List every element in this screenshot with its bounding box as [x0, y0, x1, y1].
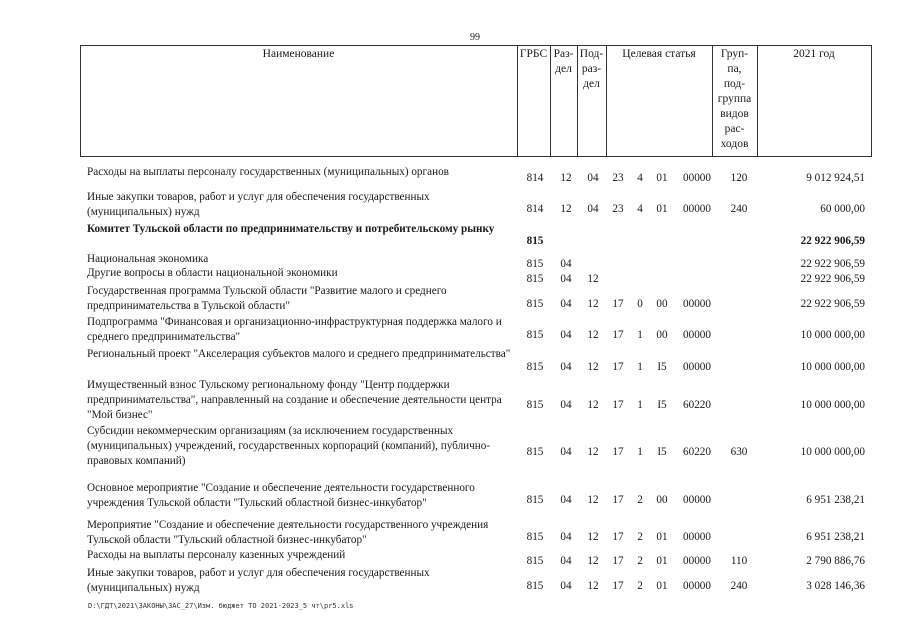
cell-grbs: 815	[526, 329, 544, 341]
cell-grbs: 815	[526, 235, 544, 247]
cell-c3: I5	[657, 399, 667, 411]
cell-razdel: 04	[560, 329, 572, 341]
header-razdel: Раз- дел	[553, 48, 574, 75]
cell-vid: 630	[730, 446, 748, 458]
row-name: Мероприятие "Создание и обеспечение деятельности государственного учреждения Тульской области "Тульский областной бизнес-инкубатор"	[87, 519, 489, 546]
cell-c4: 00000	[683, 494, 711, 506]
cell-pod: 12	[587, 494, 599, 506]
cell-c1: 17	[612, 399, 624, 411]
cell-grbs: 815	[526, 494, 544, 506]
cell-c1: 23	[612, 203, 624, 215]
row-name: Расходы на выплаты персоналу государственных (муниципальных) органов	[87, 166, 449, 178]
cell-razdel: 04	[560, 298, 572, 310]
cell-c4: 60220	[683, 446, 711, 458]
cell-c3: 00	[656, 494, 668, 506]
cell-amount: 3 028 146,36	[806, 580, 865, 592]
cell-grbs: 815	[526, 399, 544, 411]
cell-c3: 01	[656, 531, 668, 543]
cell-grbs: 815	[526, 531, 544, 543]
cell-pod: 12	[587, 531, 599, 543]
cell-c4: 00000	[683, 203, 711, 215]
cell-c2: 1	[637, 446, 643, 458]
cell-c3: 01	[656, 555, 668, 567]
header-year: 2021 год	[793, 48, 835, 60]
cell-c2: 4	[637, 172, 643, 184]
cell-c3: 00	[656, 329, 668, 341]
cell-amount: 22 922 906,59	[800, 258, 865, 270]
cell-c4: 00000	[683, 172, 711, 184]
cell-pod: 04	[587, 172, 599, 184]
cell-vid: 240	[730, 203, 748, 215]
cell-amount: 60 000,00	[820, 203, 865, 215]
page-number: 99	[470, 32, 480, 43]
row-name: Иные закупки товаров, работ и услуг для обеспечения государственных (муниципальных) нужд	[87, 191, 430, 218]
cell-c2: 1	[637, 361, 643, 373]
row-name: Государственная программа Тульской области "Развитие малого и среднего предпринимательства в Тульской области"	[87, 285, 447, 312]
cell-c2: 0	[637, 298, 643, 310]
cell-c3: 01	[656, 203, 668, 215]
cell-amount: 10 000 000,00	[800, 399, 865, 411]
cell-c2: 1	[637, 329, 643, 341]
cell-c1: 17	[612, 361, 624, 373]
cell-vid: 110	[730, 555, 748, 567]
header-expense-type: Груп- па, под- группа видов рас- ходов	[717, 48, 752, 150]
cell-c3: 01	[656, 172, 668, 184]
cell-c4: 60220	[683, 399, 711, 411]
cell-c3: 01	[656, 580, 668, 592]
cell-razdel: 04	[560, 399, 572, 411]
cell-grbs: 815	[526, 580, 544, 592]
cell-amount: 22 922 906,59	[800, 235, 865, 247]
cell-c1: 17	[612, 494, 624, 506]
cell-c1: 17	[612, 531, 624, 543]
row-name: Иные закупки товаров, работ и услуг для обеспечения государственных (муниципальных) нужд	[87, 567, 430, 594]
cell-c2: 4	[637, 203, 643, 215]
cell-grbs: 815	[526, 555, 544, 567]
cell-pod: 12	[587, 298, 599, 310]
cell-c4: 00000	[683, 555, 711, 567]
row-name: Национальная экономика	[87, 253, 209, 265]
header-podrazdel: Под- раз- дел	[579, 48, 604, 90]
cell-amount: 6 951 238,21	[806, 531, 865, 543]
cell-pod: 12	[587, 361, 599, 373]
cell-amount: 22 922 906,59	[800, 273, 865, 285]
header-name: Наименование	[262, 48, 335, 60]
cell-grbs: 815	[526, 361, 544, 373]
cell-amount: 22 922 906,59	[800, 298, 865, 310]
cell-grbs: 814	[526, 172, 544, 184]
cell-razdel: 04	[560, 273, 572, 285]
header-target-article: Целевая статья	[622, 48, 696, 60]
cell-pod: 12	[587, 329, 599, 341]
row-name: Расходы на выплаты персоналу казенных учреждений	[87, 549, 346, 561]
cell-c4: 00000	[683, 298, 711, 310]
cell-c1: 17	[612, 329, 624, 341]
cell-pod: 12	[587, 580, 599, 592]
file-path-footer: D:\ГДТ\2021\ЗАКОНЫ\ЗАС_27\Изм. бюджет ТО 2021-2023_5 чт\pr5.xls	[88, 602, 354, 610]
cell-c2: 2	[637, 580, 643, 592]
cell-amount: 10 000 000,00	[800, 446, 865, 458]
cell-razdel: 12	[560, 203, 572, 215]
cell-c4: 00000	[683, 580, 711, 592]
cell-pod: 04	[587, 203, 599, 215]
cell-grbs: 815	[526, 446, 544, 458]
cell-grbs: 815	[526, 273, 544, 285]
cell-pod: 12	[587, 399, 599, 411]
row-name: Комитет Тульской области по предпринимательству и потребительскому рынку	[87, 223, 495, 235]
row-name: Субсидии некоммерческим организациям (за исключением государственных (муниципальных) учреждений, государственных корпораций (компаний), публично-правовых компаний)	[87, 425, 491, 467]
cell-razdel: 12	[560, 172, 572, 184]
cell-c3: I5	[657, 361, 667, 373]
cell-c1: 17	[612, 580, 624, 592]
cell-c4: 00000	[683, 361, 711, 373]
cell-c4: 00000	[683, 329, 711, 341]
cell-razdel: 04	[560, 580, 572, 592]
cell-c1: 17	[612, 298, 624, 310]
cell-razdel: 04	[560, 555, 572, 567]
header-grbs: ГРБС	[519, 48, 548, 60]
cell-amount: 6 951 238,21	[806, 494, 865, 506]
cell-c2: 2	[637, 555, 643, 567]
cell-vid: 240	[730, 580, 748, 592]
cell-c2: 2	[637, 494, 643, 506]
cell-amount: 9 012 924,51	[806, 172, 865, 184]
cell-grbs: 814	[526, 203, 544, 215]
row-name: Имущественный взнос Тульскому региональному фонду "Центр поддержки предпринимательства", направленный на создание и обеспечение деятельности центра "Мой бизнес"	[87, 379, 502, 421]
cell-c2: 2	[637, 531, 643, 543]
cell-pod: 12	[587, 446, 599, 458]
cell-c4: 00000	[683, 531, 711, 543]
row-name: Подпрограмма "Финансовая и организационно-инфраструктурная поддержка малого и среднего предпринимательства"	[87, 316, 502, 343]
cell-amount: 2 790 886,76	[806, 555, 865, 567]
cell-amount: 10 000 000,00	[800, 361, 865, 373]
row-name: Региональный проект "Акселерация субъектов малого и среднего предпринимательства"	[87, 348, 511, 360]
cell-razdel: 04	[560, 361, 572, 373]
cell-c3: 00	[656, 298, 668, 310]
cell-c1: 23	[612, 172, 624, 184]
cell-razdel: 04	[560, 446, 572, 458]
row-name: Другие вопросы в области национальной экономики	[87, 267, 338, 279]
cell-pod: 12	[587, 273, 599, 285]
cell-amount: 10 000 000,00	[800, 329, 865, 341]
cell-razdel: 04	[560, 531, 572, 543]
cell-c3: I5	[657, 446, 667, 458]
cell-grbs: 815	[526, 298, 544, 310]
cell-razdel: 04	[560, 494, 572, 506]
cell-pod: 12	[587, 555, 599, 567]
cell-c1: 17	[612, 555, 624, 567]
row-name: Основное мероприятие "Создание и обеспечение деятельности государственного учреждения Тульской области "Тульский областной бизнес-инкубатор"	[87, 482, 475, 509]
cell-c2: 1	[637, 399, 643, 411]
cell-c1: 17	[612, 446, 624, 458]
cell-vid: 120	[730, 172, 748, 184]
cell-razdel: 04	[560, 258, 572, 270]
cell-grbs: 815	[526, 258, 544, 270]
